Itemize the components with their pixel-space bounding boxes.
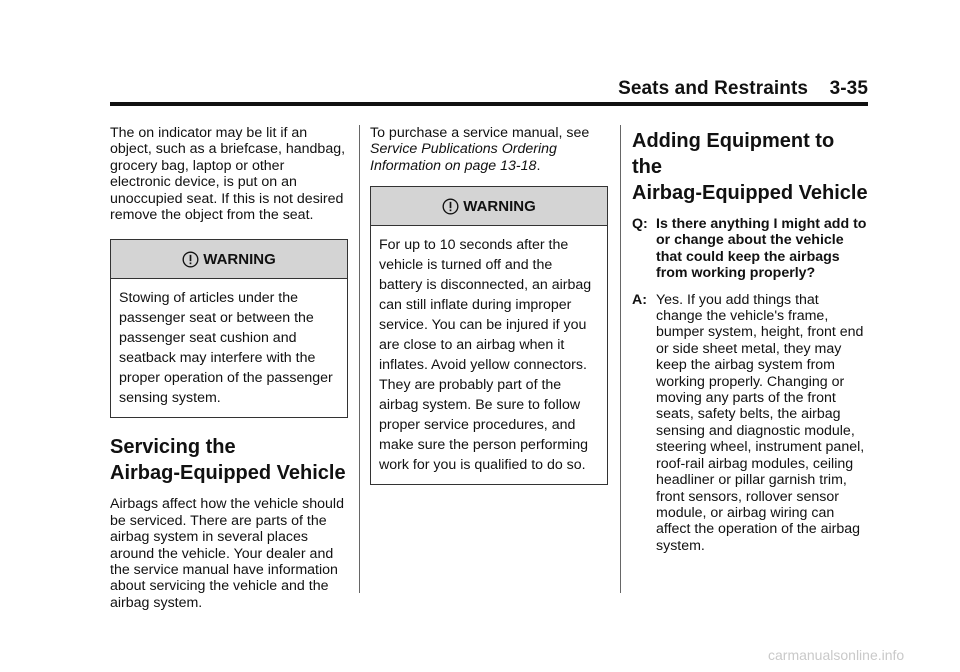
- heading-line: Airbag-Equipped Vehicle: [110, 462, 346, 485]
- body-paragraph: Airbags affect how the vehicle should be serviced. There are parts of the airbag system in several places around the vehicle. Your dealer and the service manual have information about servicing the vehicle and the airbag system.: [110, 496, 344, 611]
- intro-suffix: .: [536, 157, 541, 174]
- page-number: 3-35: [829, 78, 868, 99]
- warning-title: WARNING: [203, 250, 276, 268]
- column-3: [632, 128, 868, 554]
- warning-title: WARNING: [463, 197, 536, 215]
- intro-text: To purchase a service manual, see: [370, 125, 590, 141]
- cross-reference-link[interactable]: Service Publications Ordering Information on page 13-18: [370, 141, 557, 174]
- intro-paragraph: The on indicator may be lit if an object, such as a briefcase, handbag, grocery bag, laptop or other electronic device, is put on an unoccupied seat. If this is not desired remove the object from the seat.: [110, 125, 346, 224]
- question-label: Q:: [632, 216, 648, 232]
- heading-line: Airbag-Equipped Vehicle: [632, 182, 868, 204]
- warning-text: Stowing of articles under the passenger seat or between the passenger seat cushion and seatback may interfere with the proper operation of the passenger sensing system.: [119, 290, 333, 407]
- watermark: carmanualsonline.info: [768, 647, 905, 663]
- warning-header: [111, 240, 347, 279]
- warning-box: [370, 186, 608, 485]
- section-title: Seats and Restraints: [618, 78, 809, 99]
- header-rule: [110, 102, 868, 106]
- warning-header: [371, 187, 607, 226]
- warning-icon: [182, 251, 199, 268]
- heading-line: Adding Equipment to the: [632, 130, 835, 178]
- heading-line: Servicing the: [110, 436, 236, 459]
- header-title: [618, 78, 868, 100]
- warning-text: For up to 10 seconds after the vehicle is turned off and the battery is disconnected, an airbag can still inflate during improper service. You can be injured if you are close to an airbag when it inflates. Avoid yellow connectors. They are probably part of the airbag system. Be sure to follow proper service procedures, and make sure the person performing work for you is qualified to do so.: [379, 237, 592, 474]
- intro-paragraph: [370, 125, 608, 174]
- section-heading: [110, 434, 348, 486]
- question-text: Is there anything I might add to or change about the vehicle that could keep the airbags from working properly?: [656, 216, 867, 282]
- question: [632, 216, 868, 282]
- answer-label: A:: [632, 291, 647, 308]
- column-2: [370, 125, 608, 485]
- answer-text: Yes. If you add things that change the vehicle's frame, bumper system, height, front end or side sheet metal, they may keep the airbag system from working properly. Changing or moving any parts of the front seats, safety belts, the airbag sensing and diagnostic module, steering wheel, instrument panel, roof-rail airbag modules, ceiling headliner or pillar garnish trim, front sensors, rollover sensor module, or airbag wiring can affect the operation of the airbag system.: [656, 291, 865, 554]
- column-1: [110, 125, 348, 611]
- section-heading: [632, 128, 868, 206]
- answer: [632, 292, 868, 555]
- warning-icon: [442, 198, 459, 215]
- column-divider: [359, 125, 360, 593]
- column-divider: [620, 125, 621, 593]
- warning-box: [110, 239, 348, 418]
